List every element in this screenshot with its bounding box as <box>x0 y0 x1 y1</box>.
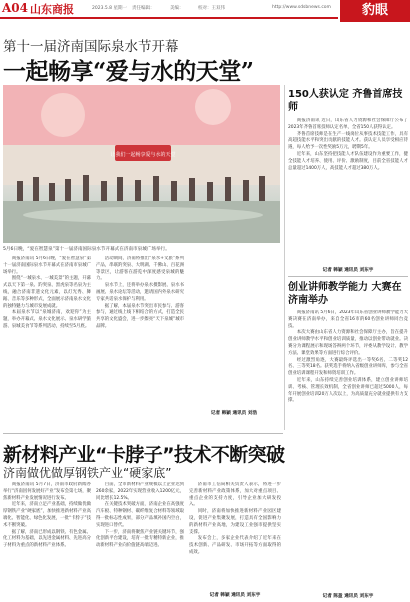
paragraph: 本次大赛由山东省人力资源和社会保障厅主办，旨在提升创业讲师教学水平和创业培训质量，推动以创业带动就业。决赛分为课程展示和现场答辩两个环节，评委从教学设计、教学方法、课堂效果等方面进行综合评价。 <box>288 330 408 356</box>
paper-name: 山东商报 <box>30 3 74 16</box>
paragraph: 据了解，本届泉水节突出市民参与、游客参与，通过线上线下相结合的方式，打造全民共享的文化盛会，进一步擦亮“天下泉城”城市品牌。 <box>96 303 184 329</box>
side2-byline: 记者 陈盈 通讯员 刘东宇 <box>322 594 374 599</box>
issue-date: 2023.5.8 星期一 <box>92 6 127 11</box>
spring-festival-photo <box>3 85 280 243</box>
paragraph: 目前，全市新材料产业规模以上企业达到260余家，2022年实现营业收入1200亿元，同比增长12.5%。 <box>96 482 184 501</box>
paragraph: 据了解，济南已形成以钢铁、有色金属、化工材料为基础，以先进金属材料、先进高分子材料为重点的新材料产业体系。 <box>3 529 91 549</box>
side1-headline: 150人获认定 齐鲁首席技师 <box>288 89 403 113</box>
proof-label: 校对：王双伟 <box>198 6 225 11</box>
story1-subtitle: 第十一届济南国际泉水节开幕 <box>3 39 179 55</box>
photo-caption: 5月6日晚，“爱在智慧泉”第十一届济南国际泉水节开幕式在济南市泉城广场举行。 <box>3 247 170 252</box>
paragraph: 泉水节上，还将举办泉水摄影展、泉水书画展、泉水论坛等活动，邀请国内外泉水研究专家共话泉水保护与利用。 <box>96 283 184 302</box>
section-brand: 豹眼 <box>340 0 410 22</box>
paragraph: 商报济南讯 5月6日晚，“爱在智慧泉”第十一届济南国际泉水节开幕式在济南市泉城广场举行。 <box>3 256 91 275</box>
paragraph: 在关键技术突破方面，济南企业在高强度汽车板、特种钢材、碳纤维复合材料等领域取得一批标志性成果，部分产品填补国内空白，实现进口替代。 <box>96 502 184 528</box>
story2-headline: 新材料产业“卡脖子”技术不断突破 <box>3 444 285 466</box>
website-link[interactable]: http://www.sdsbnews.com <box>272 5 331 10</box>
paragraph: 下一步，济南将聚焦产业链关键环节，强化创新平台建设，培育一批专精特新企业，推动新材料产业向价值链高端迈进。 <box>96 529 184 549</box>
story2-column-1 <box>3 482 91 592</box>
story1-column-2 <box>96 256 184 426</box>
column-divider <box>284 85 285 430</box>
story2-column-2 <box>96 482 184 592</box>
paragraph: 济南市工信局相关负责人表示，将进一步完善新材料产业政策体系，加大对重点项目、重点企业的支持力度，引导企业加大研发投入。 <box>189 482 281 508</box>
paragraph: 同时，济南将加快推进新材料产业园区建设，促进产业集聚发展，打造具有全国影响力的新材料产业高地，为建设工业强市提供坚实支撑。 <box>189 509 281 535</box>
paragraph: 商报济南讯 近日，山东省人力资源和社会保障厅公布了2023年齐鲁首席技师认定名单，全省150人获得认定。 <box>288 118 408 130</box>
paragraph: 近年来，济南立足产业基础，持续做优做厚钢铁产业“硬家底”，加快推进新材料产业高端化、智能化、绿色化发展，一批“卡脖子”技术不断突破。 <box>3 502 91 528</box>
story1-byline: 记者 韩颖 通讯员 刘浩 <box>210 411 258 416</box>
paragraph: 发布会上，多家企业代表介绍了近年来在技术创新、产品研发、市场开拓等方面取得的成效。 <box>189 536 281 555</box>
side1-body <box>288 118 408 266</box>
paragraph: 围绕“一城泉水、一城美景”的主题，开幕式以天下第一泉、趵突泉、黑虎泉等名泉为主线，融合济南非遗文化元素，以灯光秀、舞蹈、音乐等多种形式，全面展示济南泉水文化的独特魅力与城市发展成就。 <box>3 276 91 309</box>
paragraph: 近年来，山东持续完善创业培训体系，建立创业讲师培训、考核、管理长效机制，全省创业讲师已超过5000人，每年开展创业培训20万人次以上，为高质量充分就业提供有力支撑。 <box>288 377 408 404</box>
side1-byline: 记者 韩颖 通讯员 刘东宇 <box>322 268 374 273</box>
paragraph: 活动期间，济南将推出“泉水+文旅”系列产品，串联趵突泉、大明湖、千佛山、百花洲等景区，让游客在游览中深度感受泉城的魅力。 <box>96 256 184 282</box>
story2-column-3 <box>189 482 281 588</box>
side2-body <box>288 310 408 592</box>
photo-banner-text: 让我们一起畅享爱与水的天堂 <box>110 152 176 158</box>
section-divider <box>3 433 283 434</box>
paragraph: 经过激烈角逐，大赛最终评选出一等奖6名、二等奖12名、三等奖18名。获奖选手将纳入省级创业讲师库，参与全省创业培训课程开发和师资培训工作。 <box>288 357 408 377</box>
paragraph: 商报济南讯 5月7日，济南市政府新闻办举行“济南因何发展好产业”发布会第七场，聚焦新材料产业发展情况进行发布。 <box>3 482 91 501</box>
paragraph: 商报济南讯 5月6日，2023年山东省创业讲师教学能力大赛决赛在济南举办，来自全省16市的60名创业讲师同台竞技。 <box>288 310 408 329</box>
story1-headline: 一起畅享“爱与水的天堂” <box>3 58 254 85</box>
top-rule <box>0 17 338 19</box>
page-number: A04 <box>2 1 29 15</box>
editor-label: 责任编辑： <box>132 6 155 11</box>
paragraph: 本届泉水节以“泉城济南，欢迎你”为主题，举办开幕式、泉水文化展示、泉水研学旅游、泉城美食节等系列活动，持续至5月底。 <box>3 310 91 329</box>
paragraph: 近年来，山东坚持把技能人才队伍建设作为重要工作，健全技能人才培养、使用、评价、激励制度，目前全省技能人才总量超过1400万人，高技能人才超过380万人。 <box>288 151 408 171</box>
story2-subtitle: 济南做优做厚钢铁产业“硬家底” <box>3 466 172 480</box>
story2-byline: 记者 韩颖 通讯员 刘东宇 <box>209 593 261 598</box>
story1-column-1 <box>3 256 91 426</box>
paragraph: 齐鲁首席技师是在生产一线岗位从事技术技能工作，具有高超技能水平和突出贡献的技能人才。获认定人员享受相应待遇，每人给予一次性奖励5万元，聘期5年。 <box>288 131 408 151</box>
photo-illustration <box>3 85 280 243</box>
side2-headline: 创业讲师教学能力 大赛在济南举办 <box>288 282 402 306</box>
sidebar-divider <box>288 276 408 277</box>
designer-label: 美编： <box>170 6 184 11</box>
